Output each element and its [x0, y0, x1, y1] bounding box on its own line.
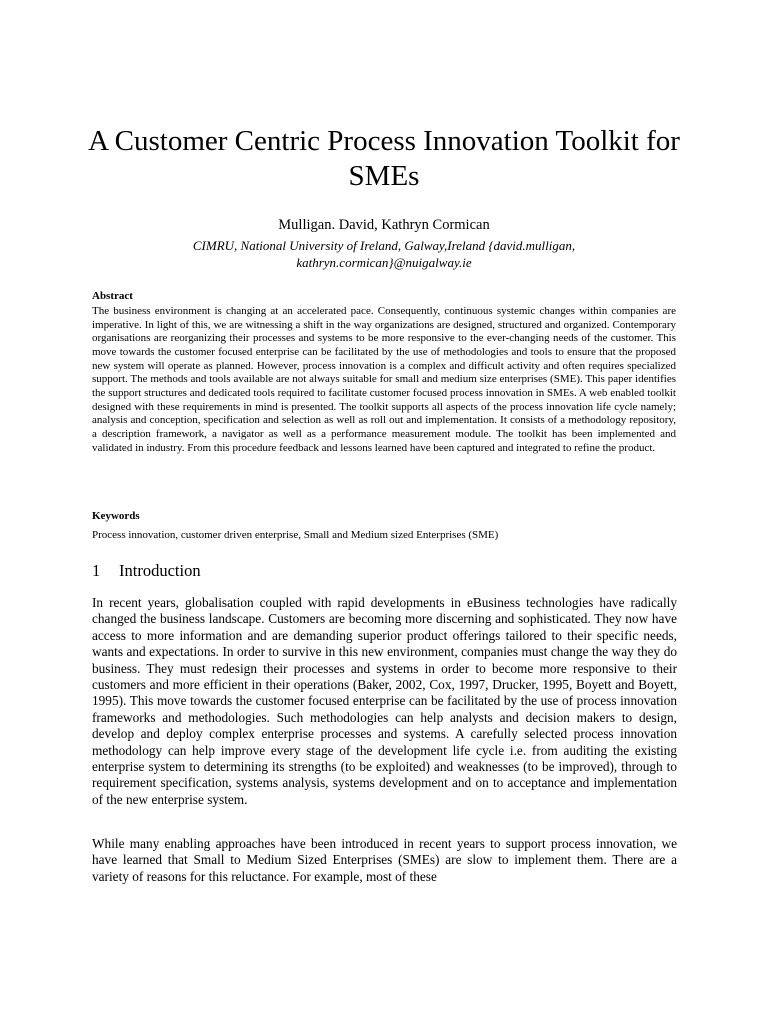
paper-title: A Customer Centric Process Innovation Toolkit for SMEs [88, 125, 680, 192]
section-title: Introduction [119, 561, 201, 580]
author-affiliation: CIMRU, National University of Ireland, Galway,Ireland {david.mulligan, kathryn.cormican}@nuigalway.ie [192, 238, 576, 270]
keywords-text: Process innovation, customer driven enterprise, Small and Medium sized Enterprises (SME) [92, 529, 499, 541]
abstract-text: The business environment is changing at an accelerated pace. Consequently, continuous systemic changes within companies are imperative. In light of this, we are witnessing a shift in the way organizations are designed, structured and organized. Contemporary organisations are reorganizing their processes and systems to be more responsive to the ever-changing needs of the customer. This move towards the customer focused enterprise can be facilitated by the use of methodologies and tools to ensure that the proposed new system will operate as planned. However, process innovation is a complex and difficult activity and often requires specialized support. The methods and tools available are not always suitable for small and medium size enterprises (SME). This paper identifies the support structures and dedicated tools required to facilitate customer focused process innovation in SMEs. A web enabled toolkit designed with these requirements in mind is presented. The toolkit supports all aspects of the process innovation life cycle namely; analysis and conception, specification and selection as well as roll out and implementation. It consists of a methodology repository, a description framework, a navigator as well as a performance measurement module. The toolkit has been implemented and validated in industry. From this procedure feedback and lessons learned have been captured and integrated to refine the product. [92, 305, 676, 454]
body-paragraph: In recent years, globalisation coupled with rapid developments in eBusiness technologies have radically changed the business landscape. Customers are becoming more discerning and sophisticated. They now have access to more information and are demanding superior product offerings tailored to their specific needs, wants and expectations. In order to survive in this new environment, companies must change the way they do business. They must redesign their processes and systems in order to become more responsive to their customers and more efficient in their operations (Baker, 2002, Cox, 1997, Drucker, 1995, Boyett and Boyett, 1995). This move towards the customer focused enterprise can be facilitated by the use of process innovation frameworks and methodologies. Such methodologies can help analysts and decision makers to design, develop and deploy complex enterprise processes and systems. A carefully selected process innovation methodology can help improve every stage of the development life cycle i.e. from auditing the existing enterprise system to determining its strengths (to be exploited) and weaknesses (to be improved), through to requirement specification, systems analysis, systems development and on to acceptance and implementation of the new enterprise system. [92, 595, 677, 807]
section-heading [92, 561, 201, 581]
body-paragraph: While many enabling approaches have been introduced in recent years to support process innovation, we have learned that Small to Medium Sized Enterprises (SMEs) are slow to implement them. There are a variety of reasons for this reluctance. For example, most of these [92, 836, 677, 884]
section-number: 1 [92, 561, 101, 580]
author-names: Mulligan. David, Kathryn Cormican [278, 217, 490, 233]
keywords-heading: Keywords [92, 510, 140, 522]
abstract-heading: Abstract [92, 290, 133, 302]
